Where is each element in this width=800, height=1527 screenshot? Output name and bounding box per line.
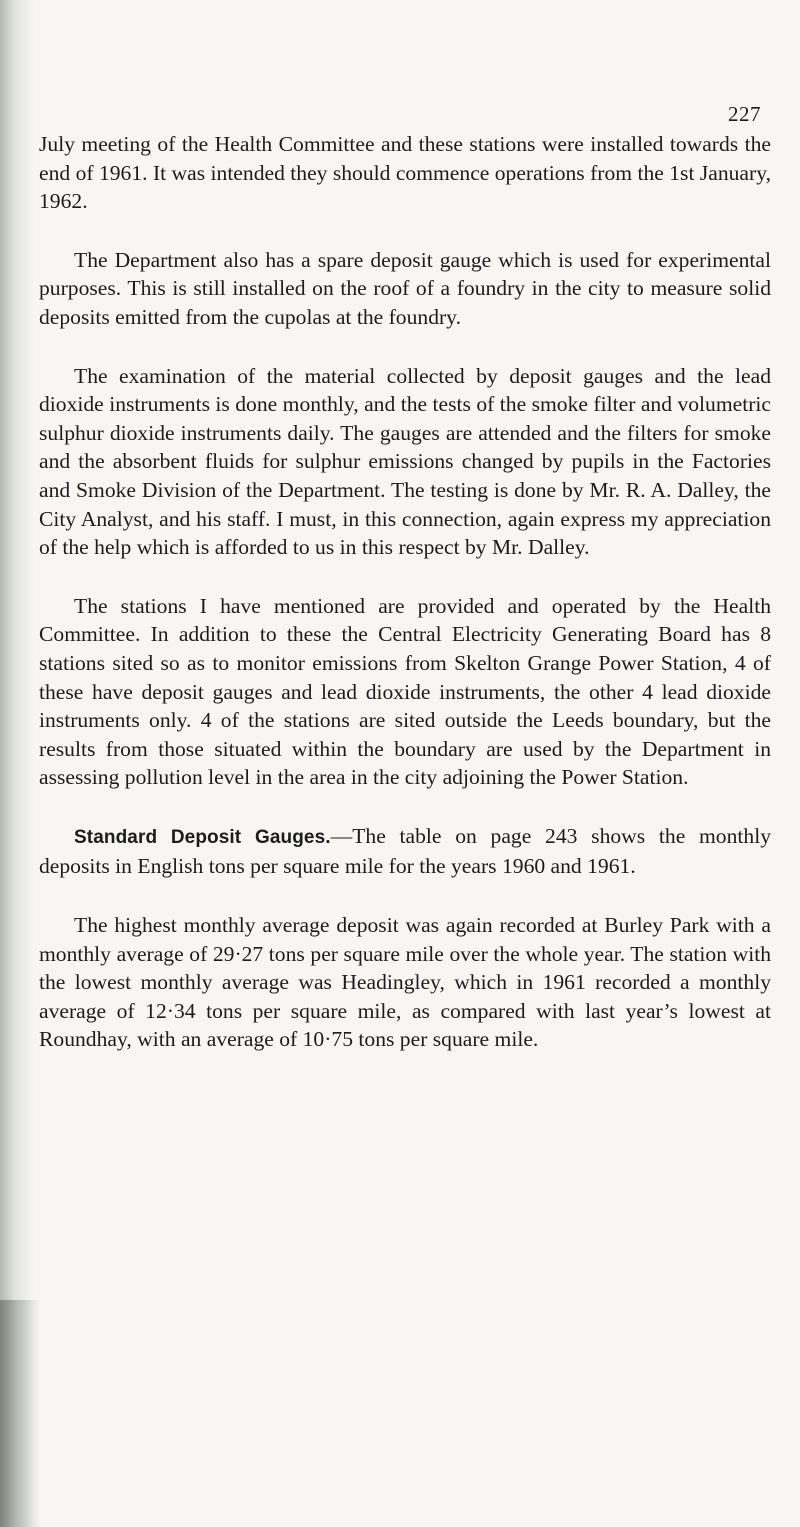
page-number: 227 xyxy=(728,102,761,126)
page-spine-shadow xyxy=(0,0,34,1527)
paragraph-6: The highest monthly average deposit was again recorded at Burley Park with a monthly average of 29·27 tons per square mile over the whole year. The station with the lowest monthly average was Headingley, which in 1961 recorded a monthly average of 12·34 tons per square mile, as compared with last year’s lowest at Roundhay, with an average of 10·75 tons per square mile. xyxy=(39,913,771,1052)
paragraph-3: The examination of the material collected by deposit gauges and the lead dioxide instruments is done monthly, and the tests of the smoke filter and volumetric sulphur dioxide instruments daily. The gauges are attended and the filters for smoke and the absorbent fluids for sulphur emissions changed by pupils in the Factories and Smoke Division of the Department. The testing is done by Mr. R. A. Dalley, the City Analyst, and his staff. I must, in this connection, again express my appreciation of the help which is afforded to us in this respect by Mr. Dalley. xyxy=(39,363,771,560)
section-heading: Standard Deposit Gauges. xyxy=(74,826,331,848)
page-corner-shadow xyxy=(0,1300,40,1527)
body-text xyxy=(39,130,771,1084)
paragraph-1: July meeting of the Health Committee and these stations were installed towards the end of 1961. It was intended they should commence operations from the 1st January, 1962. xyxy=(39,132,772,214)
paragraph-2: The Department also has a spare deposit gauge which is used for experimental purposes. This is still installed on the roof of a foundry in the city to measure solid deposits emitted from the cupolas at the foundry. xyxy=(39,247,771,329)
paragraph-5-text: —The table on page 243 shows the monthly deposits in English tons per square mile for the years 1960 and 1961. xyxy=(39,823,771,879)
paragraph-5 xyxy=(39,822,771,881)
paragraph-4: The stations I have mentioned are provided and operated by the Health Committee. In addition to these the Central Electricity Generating Board has 8 stations sited so as to monitor emissions from Skelton Grange Power Station, 4 of these have deposit gauges and lead dioxide instruments, the other 4 lead dioxide instruments only. 4 of the stations are sited outside the Leeds boundary, but the results from those situated within the boundary are used by the Department in assessing pollution level in the area in the city adjoining the Power Station. xyxy=(39,593,771,790)
